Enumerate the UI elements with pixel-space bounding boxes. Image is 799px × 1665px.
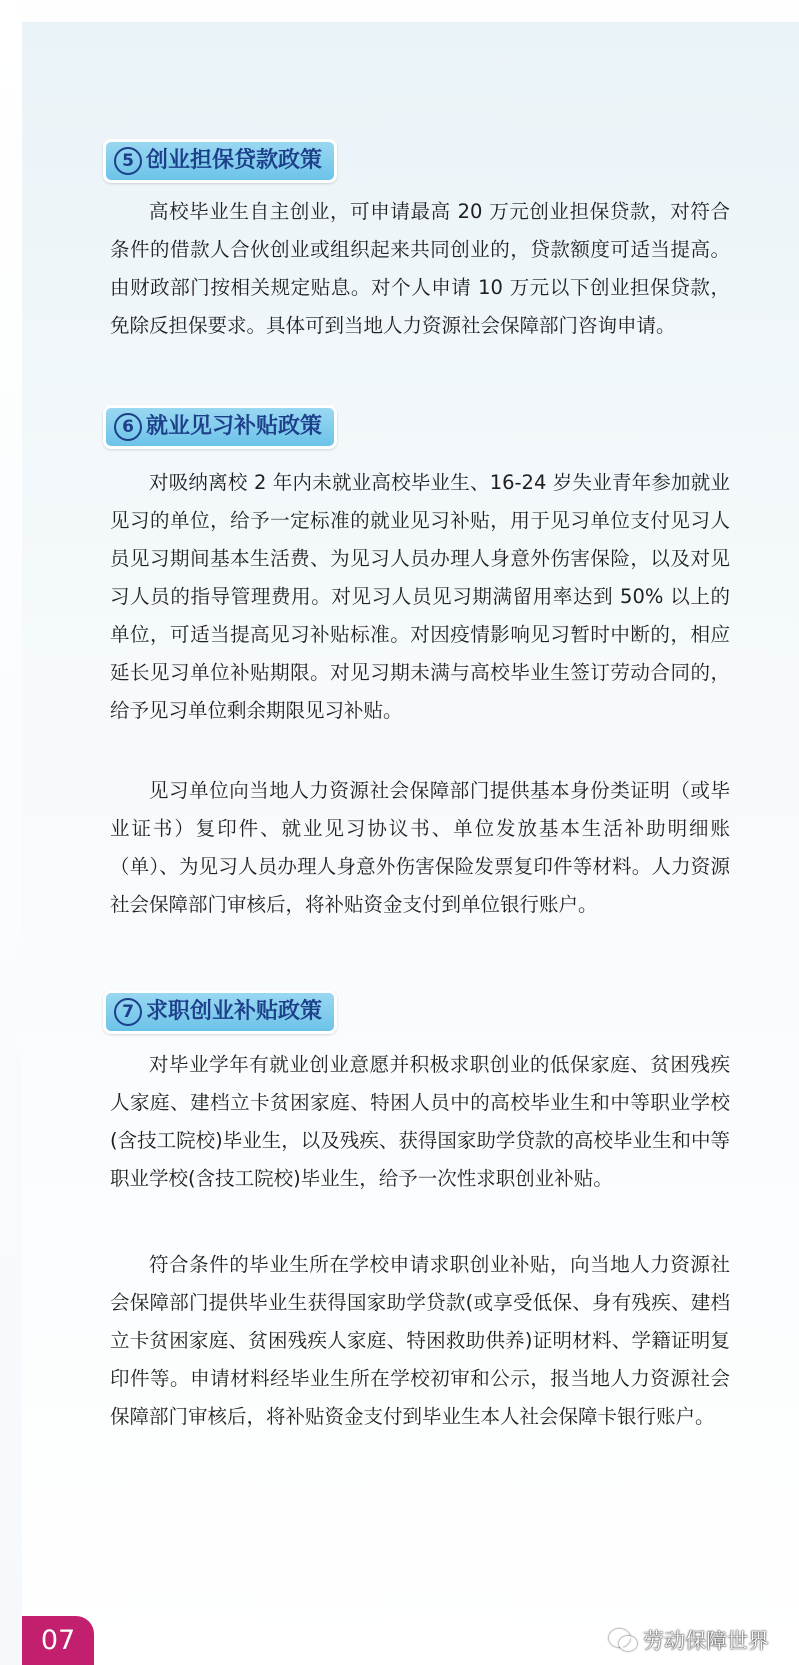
section-number-5: 5 — [114, 147, 142, 175]
section-title-text-5: 创业担保贷款政策 — [146, 148, 323, 173]
section-6-paragraph-2: 见习单位向当地人力资源社会保障部门提供基本身份类证明（或毕业证书）复印件、就业见习协议书、单位发放基本生活补助明细账（单）、为见习人员办理人身意外伤害保险发票复印件等材料。人力资源社会保障部门审核后，将补贴资金支付到单位银行账户。 — [110, 779, 730, 916]
section-title-7 — [103, 990, 337, 1034]
section-title-6 — [103, 405, 337, 449]
page-number: 07 — [22, 1616, 94, 1665]
watermark — [609, 1625, 769, 1655]
section-7-paragraph-2: 符合条件的毕业生所在学校申请求职创业补贴，向当地人力资源社会保障部门提供毕业生获得国家助学贷款(或享受低保、身有残疾、建档立卡贫困家庭、贫困残疾人家庭、特困救助供养)证明材料、学籍证明复印件等。申请材料经毕业生所在学校初审和公示，报当地人力资源社会保障部门审核后，将补贴资金支付到毕业生本人社会保障卡银行账户。 — [110, 1253, 730, 1428]
section-number-6: 6 — [114, 413, 142, 441]
section-6-paragraph-1: 对吸纳离校 2 年内未就业高校毕业生、16-24 岁失业青年参加就业见习的单位，给予一定标准的就业见习补贴，用于见习单位支付见习人员见习期间基本生活费、为见习人员办理人身意外伤害保险，以及对见习人员的指导管理费用。对见习人员见习期满留用率达到 50% 以上的单位，可适当提高见习补贴标准。对因疫情影响见习暂时中断的，相应延长见习单位补贴期限。对见习期未满与高校毕业生签订劳动合同的，给予见习单位剩余期限见习补贴。 — [110, 471, 730, 722]
section-5-paragraph-1: 高校毕业生自主创业，可申请最高 20 万元创业担保贷款，对符合条件的借款人合伙创业或组织起来共同创业的，贷款额度可适当提高。由财政部门按相关规定贴息。对个人申请 10 万元以下创业担保贷款，免除反担保要求。具体可到当地人力资源社会保障部门咨询申请。 — [110, 200, 730, 337]
section-title-5 — [103, 139, 337, 183]
section-title-text-7: 求职创业补贴政策 — [146, 999, 323, 1024]
section-7-paragraph-1: 对毕业学年有就业创业意愿并积极求职创业的低保家庭、贫困残疾人家庭、建档立卡贫困家庭、特困人员中的高校毕业生和中等职业学校(含技工院校)毕业生，以及残疾、获得国家助学贷款的高校毕业生和中等职业学校(含技工院校)毕业生，给予一次性求职创业补贴。 — [110, 1053, 730, 1190]
section-number-7: 7 — [114, 998, 142, 1026]
wechat-icon — [609, 1629, 635, 1651]
watermark-text: 劳动保障世界 — [643, 1629, 769, 1653]
section-title-text-6: 就业见习补贴政策 — [146, 414, 323, 439]
